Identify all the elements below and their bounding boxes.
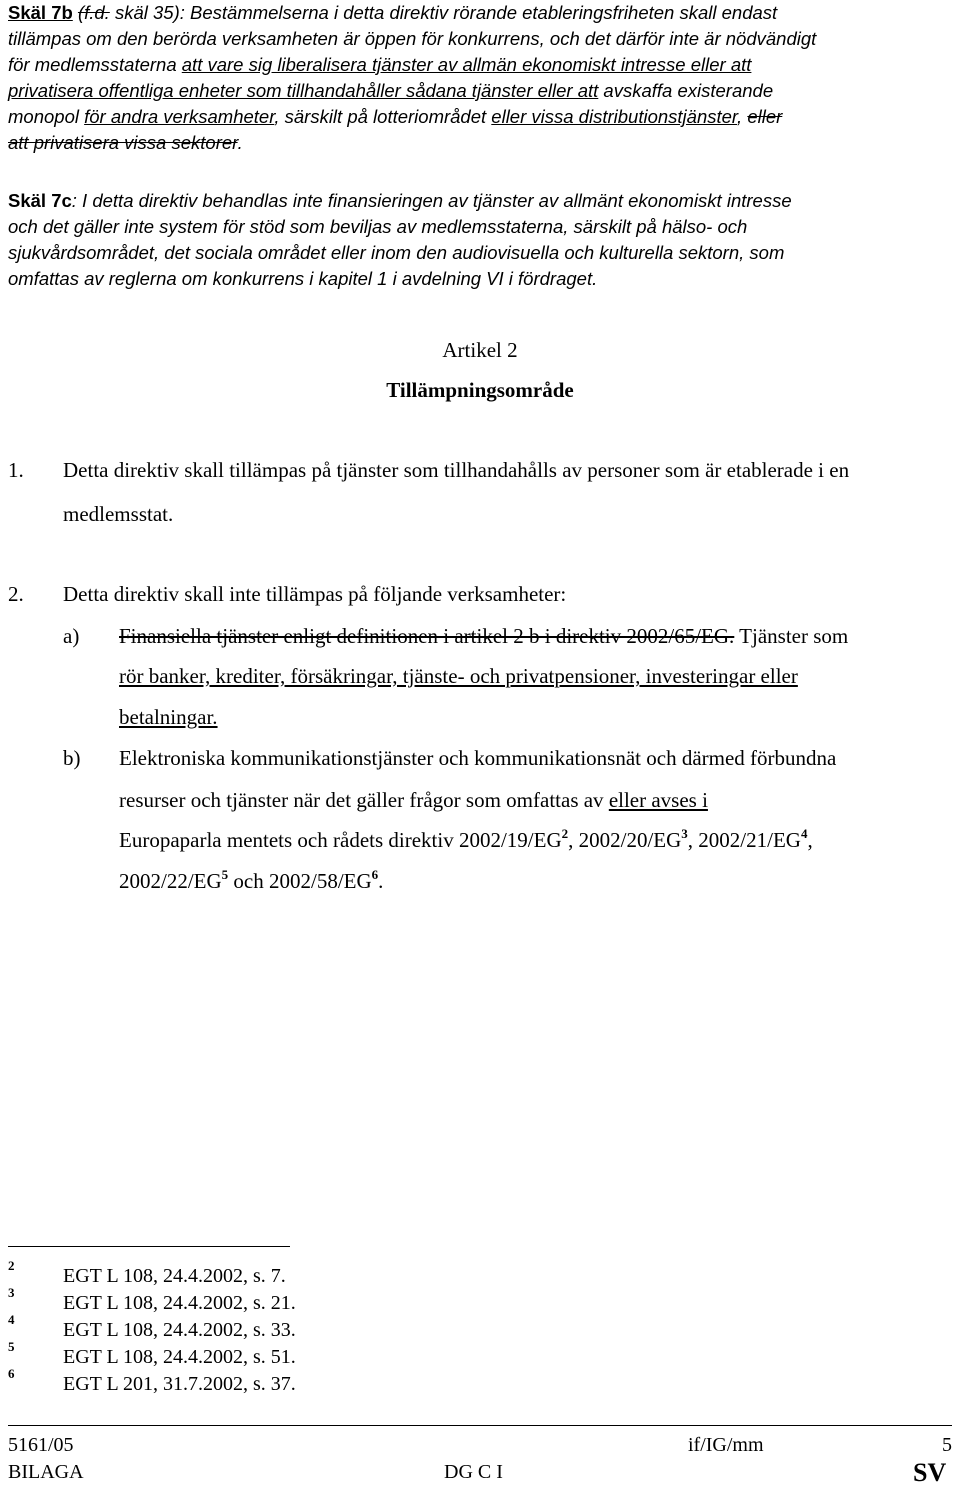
item-a-line-1 — [119, 624, 848, 649]
recital-text-segment: och det gäller inte system för stöd som beviljas av medlemsstaterna, särskilt på hälso- och — [8, 216, 748, 237]
recital-text-segment: att privatisera vissa sektorer — [8, 132, 238, 153]
recital-text-segment: sjukvårdsområdet, det sociala området eller inom den audiovisuella och kulturella sektorn, som — [8, 242, 785, 263]
paragraph-1-line-2: medlemsstat. — [63, 502, 174, 526]
footer-doc-number: 5161/05 — [8, 1434, 74, 1456]
item-b-line-1: Elektroniska kommunikationstjänster och kommunikationsnät och därmed förbundna — [119, 746, 837, 770]
recital-line — [8, 266, 953, 292]
paragraph-1-line-1: Detta direktiv skall tillämpas på tjänster som tillhandahålls av personer som är etablerade i en — [63, 458, 850, 482]
recital-text-segment: , — [737, 106, 748, 127]
recital-text-segment: monopol — [8, 106, 85, 127]
footnote-ref-5[interactable]: 5 — [221, 867, 229, 882]
footnote-text: EGT L 108, 24.4.2002, s. 33. — [63, 1319, 296, 1341]
footnote-ref-4[interactable]: 4 — [800, 826, 808, 841]
item-b-period: . — [378, 869, 384, 893]
recital-text-segment: för medlemsstaterna — [8, 54, 182, 75]
recital-text-segment: eller — [747, 106, 783, 127]
recital-line — [8, 240, 953, 266]
item-b-directive-22: 2002/22/EG — [119, 869, 222, 893]
footnote-number: 3 — [8, 1285, 15, 1300]
item-b-directive-20: , 2002/20/EG — [568, 828, 682, 852]
article-title: Tillämpningsområde — [386, 378, 574, 402]
paragraph-2-number: 2. — [8, 582, 24, 606]
item-b-line-4 — [119, 869, 383, 894]
recital-text-segment: för andra verksamheter — [84, 106, 275, 127]
item-b-line-2-underlined: eller avses i — [608, 788, 708, 812]
footnote-text: EGT L 108, 24.4.2002, s. 7. — [63, 1265, 286, 1287]
recital-line — [8, 130, 953, 156]
recital-text-segment: att vare sig liberalisera tjänster av allmän ekonomiskt intresse eller att — [181, 54, 752, 75]
recital-text-segment: Skäl 7b — [8, 2, 73, 23]
footnote-number: 5 — [8, 1339, 15, 1354]
recital-text-segment: privatisera offentliga enheter som tillhandahåller sådana tjänster eller att — [8, 80, 599, 101]
recital-text-segment: . — [237, 132, 243, 153]
recital-line — [8, 26, 953, 52]
recital-line — [8, 78, 953, 104]
footer-language: SV — [913, 1458, 947, 1487]
recital-text-segment: , särskilt på lotteriområdet — [274, 106, 492, 127]
recital-line — [8, 188, 953, 214]
footer-dg: DG C I — [444, 1461, 503, 1483]
item-a-line-2: rör banker, krediter, försäkringar, tjänste- och privatpensioner, investeringar eller — [119, 664, 798, 688]
recital-line — [8, 0, 953, 26]
footnote-separator — [8, 1246, 290, 1247]
item-a-line-1-rest: Tjänster som — [734, 624, 849, 648]
item-b-label: b) — [63, 746, 81, 770]
recital-line — [8, 104, 953, 130]
item-b-line-2-text: resurser och tjänster när det gäller frågor som omfattas av — [119, 788, 609, 812]
footnote-number: 6 — [8, 1366, 15, 1381]
recital-text-segment: skäl 35): Bestämmelserna i detta direktiv rörande etableringsfriheten skall endast — [109, 2, 778, 23]
recital-text-segment: (f.d. — [77, 2, 110, 23]
item-b-line-3 — [119, 828, 813, 853]
footnote-number: 4 — [8, 1312, 15, 1327]
footer-rule — [8, 1425, 952, 1426]
item-b-line-2 — [119, 788, 708, 813]
recital-text-segment: tillämpas om den berörda verksamheten är öppen för konkurrens, och det därför inte är nödvändigt — [8, 28, 817, 49]
footnote-ref-3[interactable]: 3 — [681, 826, 688, 841]
footer-initials: if/IG/mm — [688, 1434, 764, 1456]
item-a-line-3: betalningar. — [119, 705, 218, 729]
recital-text-segment: : I detta direktiv behandlas inte finansieringen av tjänster av allmänt ekonomiskt intresse — [71, 190, 792, 211]
paragraph-1-number: 1. — [8, 458, 24, 482]
recital-text-segment: avskaffa existerande — [598, 80, 774, 101]
footer-page-number: 5 — [942, 1434, 952, 1456]
recital-7c — [8, 188, 953, 292]
recital-text-segment: eller vissa distributionstjänster — [491, 106, 738, 127]
item-b-directive-21: , 2002/21/EG — [687, 828, 801, 852]
footer-annex: BILAGA — [8, 1461, 84, 1483]
footnote-text: EGT L 108, 24.4.2002, s. 51. — [63, 1346, 296, 1368]
item-b-directive-text: Europaparla mentets och rådets direktiv 2002/19/EG — [119, 828, 562, 852]
footnote-number: 2 — [8, 1258, 15, 1273]
recital-line — [8, 52, 953, 78]
item-a-label: a) — [63, 624, 80, 648]
footnote-ref-6[interactable]: 6 — [371, 867, 379, 882]
item-a-struck-text: Finansiella tjänster enligt definitionen i artikel 2 b i direktiv 2002/65/EG. — [119, 624, 735, 648]
recital-text-segment: Skäl 7c — [8, 190, 72, 211]
item-b-comma: , — [807, 828, 813, 852]
footnote-text: EGT L 201, 31.7.2002, s. 37. — [63, 1373, 296, 1395]
footnote-text: EGT L 108, 24.4.2002, s. 21. — [63, 1292, 296, 1314]
article-number: Artikel 2 — [442, 338, 518, 362]
paragraph-2-text: Detta direktiv skall inte tillämpas på följande verksamheter: — [63, 582, 567, 606]
footnote-ref-2[interactable]: 2 — [561, 826, 569, 841]
item-b-directive-58: och 2002/58/EG — [228, 869, 372, 893]
recital-text-segment: omfattas av reglerna om konkurrens i kapitel 1 i avdelning VI i fördraget. — [8, 268, 598, 289]
recital-7b — [8, 0, 953, 156]
recital-line — [8, 214, 953, 240]
